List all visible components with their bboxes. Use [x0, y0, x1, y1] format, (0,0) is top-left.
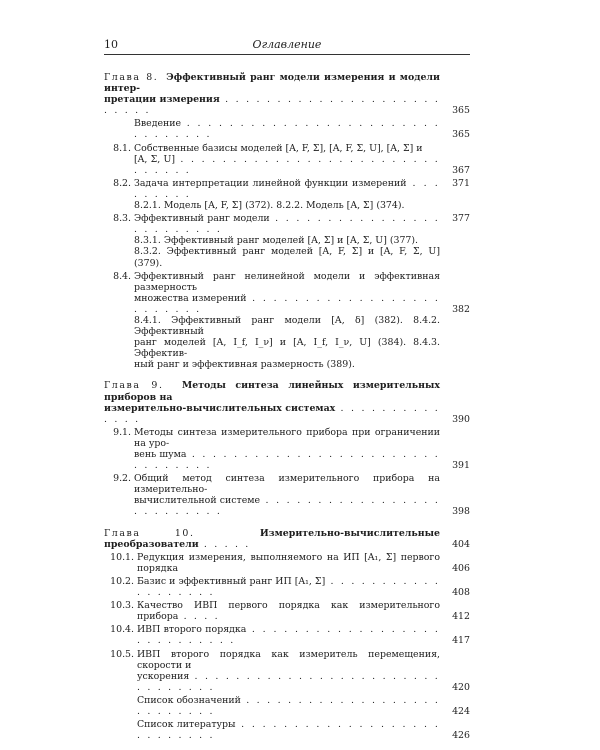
toc-entry-10-1[interactable]: [104, 552, 470, 574]
chapter-8-entry[interactable]: Глава 8. Эффективный ранг модели измерения и модели интер- претации измерения . . . . . . . . . . . . . . . . . . . . . . . . . . 365: [104, 72, 470, 117]
entry-title: Список литературы: [137, 719, 236, 731]
subsection-line: ный ранг и эффективная размерность (389).: [134, 359, 355, 371]
page-ref: 390: [452, 413, 470, 425]
page-ref: 365: [452, 105, 470, 117]
page-ref: 424: [452, 705, 470, 717]
entry-title-line1: Общий метод синтеза измерительного прибора на измерительно-: [134, 473, 440, 496]
entry-title: Задача интерпретации линейной функции измерений: [134, 177, 407, 189]
page-ref: 365: [452, 129, 470, 141]
page-ref: 382: [452, 303, 470, 315]
section-number: 10.5.: [110, 648, 134, 660]
entry-title: ИВП второго порядка: [137, 624, 247, 636]
toc-entry-8-2[interactable]: 8.2. Задача интерпретации линейной функции измерений . . . . . . . . . 371: [104, 178, 470, 200]
page-ref: 406: [452, 562, 470, 574]
page-ref: 426: [452, 730, 470, 742]
entry-title-line2: ускорения: [137, 670, 190, 682]
section-number: 10.2.: [110, 575, 134, 587]
entry-title-line2: [A, Σ, U]: [134, 153, 176, 165]
section-number: 8.2.: [113, 177, 131, 189]
toc-entry-10-5[interactable]: 10.5. ИВП второго порядка как измеритель перемещения, скорости и ускорения . . . . . . . . . . . . . . . . . . . . . . . . . . . . . . . . 420: [104, 649, 470, 693]
entry-title: Качество ИВП первого порядка как измерительного прибора: [137, 600, 440, 623]
subsection-line: ранг моделей [A, I_f, I_ν] и [A, I_f, I_ν, U] (384). 8.4.3. Эффектив-: [134, 337, 440, 360]
entry-title: Список обозначений: [137, 694, 241, 706]
entry-title: Эффективный ранг модели: [134, 213, 270, 225]
toc-entry-10-2[interactable]: 10.2. Базис и эффективный ранг ИП [A₁, Σ] . . . . . . . . . . . . . . . . . . . 408: [104, 576, 470, 598]
page-ref: 377: [452, 213, 470, 225]
toc-entry-symbols[interactable]: Список обозначений . . . . . . . . . . . . . . . . . . . . . . . . . . . 424: [137, 694, 470, 717]
page-ref: 371: [452, 177, 470, 189]
page-ref: 367: [452, 164, 470, 176]
subsection-line: 8.4.1. Эффективный ранг модели [A, δ] (382). 8.4.2. Эффективный: [134, 314, 440, 338]
section-number: 9.2.: [113, 473, 131, 485]
running-title: Оглавление: [252, 38, 322, 51]
page-ref: 391: [452, 460, 470, 472]
chapter-label: Глава 8.: [104, 72, 159, 83]
subsection-line: 8.2.1. Модель [A, F, Σ] (372). 8.2.2. Модель [A, Σ] (374).: [134, 200, 405, 212]
toc-entry-8-4[interactable]: 8.4. Эффективный ранг нелинейной модели и эффективная размерность множества измерений . . . . . . . . . . . . . . . . . . . . . . . . . 382: [104, 271, 470, 315]
entry-title-line1: Методы синтеза измерительного прибора при ограничении на уро-: [134, 426, 440, 449]
page-ref: 398: [452, 506, 470, 518]
entry-title-line1: ИВП второго порядка как измеритель перемещения, скорости и: [137, 648, 440, 671]
chapter-label: Глава 9.: [104, 380, 164, 392]
page-ref: 412: [452, 611, 470, 623]
toc-entry-10-3[interactable]: 10.3. Качество ИВП первого порядка как измерительного прибора . . . . 412: [104, 600, 470, 622]
chapter-title-line1: Эффективный ранг модели измерения и модели интер-: [104, 72, 440, 95]
page-ref: 417: [452, 635, 470, 647]
toc-entry-9-1[interactable]: 9.1. Методы синтеза измерительного прибора при ограничении на уро- вень шума . . . . . . . . . . . . . . . . . . . . . . . . . . . . . . . . 391: [104, 427, 470, 471]
entry-title-line2: множества измерений: [134, 292, 247, 304]
chapter-title-line2: измерительно-вычислительных системах: [104, 402, 336, 414]
section-number: 8.4.: [113, 270, 131, 282]
entry-title: Введение: [134, 118, 182, 130]
toc-entry-10-4[interactable]: 10.4. ИВП второго порядка . . . . . . . . . . . . . . . . . . . . . . . . . . . . 417: [104, 624, 470, 646]
chapter-title-line2: претации измерения: [104, 94, 220, 106]
running-header: [104, 36, 470, 55]
toc-entry-9-2[interactable]: 9.2. Общий метод синтеза измерительного прибора на измерительно- вычислительной системе . . . . . . . . . . . . . . . . . . . . . . . . . . 398: [104, 473, 470, 517]
section-number: 8.1.: [113, 142, 131, 154]
entry-title: Редукция измерения, выполняемого на ИП [A₁, Σ] первого порядка: [137, 551, 440, 574]
chapter-label: Глава 10.: [104, 527, 195, 539]
entry-title-line1: Собственные базисы моделей [A, F, Σ], [A, F, Σ, U], [A, Σ] и: [134, 142, 423, 154]
section-number: 8.3.: [113, 213, 131, 225]
entry-title-line2: вычислительной системе: [134, 495, 261, 507]
chapter-title: Измерительно-вычислительные преобразователи: [104, 527, 440, 550]
page-ref: 420: [452, 681, 470, 693]
toc-entry-8-1[interactable]: 8.1. Собственные базисы моделей [A, F, Σ], [A, F, Σ, U], [A, Σ] и [A, Σ, U] . . . . . . . . . . . . . . . . . . . . . . . . . . . . . . . 367: [104, 143, 470, 176]
page-ref: 408: [452, 587, 470, 599]
subsection-line: 8.3.1. Эффективный ранг моделей [A, Σ] и [A, Σ, U] (377).: [134, 235, 419, 247]
entry-title-line1: Эффективный ранг нелинейной модели и эффективная размерность: [134, 270, 440, 293]
chapter-10-entry[interactable]: Глава 10. Измерительно-вычислительные преобразователи . . . . . 404: [104, 527, 470, 550]
section-number: 10.1.: [110, 551, 134, 563]
toc-entry-introduction[interactable]: Введение . . . . . . . . . . . . . . . . . . . . . . . . . . . . . . . . 365: [134, 118, 470, 141]
section-number: 10.3.: [110, 600, 134, 612]
toc-entry-8-3[interactable]: 8.3. Эффективный ранг модели . . . . . . . . . . . . . . . . . . . . . . . . . 377: [104, 213, 470, 235]
section-number: 9.1.: [113, 426, 131, 438]
subsections-8-4: [134, 315, 470, 370]
section-number: 10.4.: [110, 624, 134, 636]
entry-title: Базис и эффективный ранг ИП [A₁, Σ]: [137, 575, 326, 587]
chapter-title-line1: Методы синтеза линейных измерительных приборов на: [104, 380, 440, 403]
toc-entry-literature[interactable]: Список литературы . . . . . . . . . . . . . . . . . . . . . . . . . . . 426: [137, 719, 470, 742]
page-number: 10: [104, 38, 118, 51]
entry-title-line2: вень шума: [134, 449, 187, 460]
page-ref: 404: [452, 538, 470, 550]
chapter-9-entry[interactable]: Глава 9. Методы синтеза линейных измерительных приборов на измерительно-вычислительных системах . . . . . . . . . . . . . . 390: [104, 380, 470, 425]
subsection-line: 8.3.2. Эффективный ранг моделей [A, F, Σ] и [A, F, Σ, U] (379).: [134, 246, 440, 269]
table-of-contents: [104, 72, 470, 741]
subsections-8-2: [134, 200, 470, 211]
subsections-8-3: [134, 235, 470, 268]
